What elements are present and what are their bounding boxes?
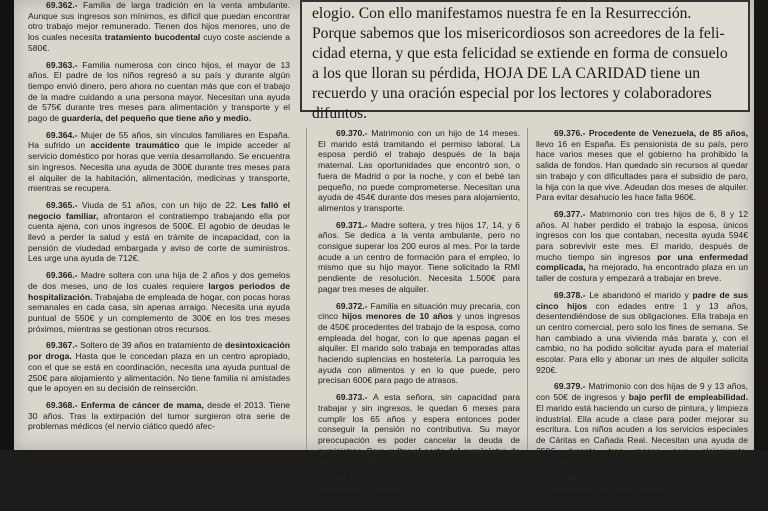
entry-number: 69.373.- — [336, 392, 368, 403]
entry-body: Matrimonio con dos hijas de 9 y 13 años, con 50€ de ingresos y — [536, 381, 748, 403]
aid-request-entry — [536, 209, 748, 284]
entry-body: Se necesitan 600€ para adquirir un — [367, 473, 520, 484]
memorial-line: Porque sabemos que los misericordiosos son acreedores de la feli- — [312, 25, 725, 42]
entry-text — [28, 60, 290, 124]
entry-text — [536, 473, 748, 494]
entry-text — [28, 200, 290, 264]
entry-text — [318, 392, 520, 467]
entry-number: 69.366.- — [46, 270, 78, 281]
entry-number: 69.362.- — [46, 0, 78, 10]
memorial-line: a los que lloran su pérdida, HOJA DE LA CARIDAD tiene un — [312, 65, 701, 82]
entry-text — [318, 220, 520, 295]
entry-number: 69.379.- — [554, 381, 586, 392]
entry-highlight: padre de sus cinco hijos — [536, 289, 748, 311]
column-left — [28, 0, 290, 438]
entry-body: ha mejorado, ha encontrado plaza en un taller de costura y empezará a trabajar en breve. — [536, 262, 748, 284]
entry-highlight: evitar el corte del suministro de luz, — [318, 445, 520, 467]
entry-body: llevo 16 en España. Es pensionista de su país, pero hace varios meses que el gobierno ha prohibido la salida de fondos. Han quedado sin recursos al quedar sin trabajo y con dificultades para el subsidio de paro, la hija con la que vive. Adeudan dos meses de alquiler. Para evitar desahucio les hace falta 960€. — [536, 138, 748, 203]
entry-text — [28, 400, 290, 432]
left-page-edge — [0, 0, 14, 450]
entry-highlight: generador de energía — [318, 483, 407, 494]
entry-body: Familia de larga tradición en la venta ambulante. Aunque sus ingresos son mínimos, es difícil que puedan encontrar otro trabajo mejor remunerado. Tienen dos hijos menores, uno de los cuales necesita — [28, 0, 290, 43]
aid-request-entry — [28, 400, 290, 432]
entry-body: Trabajaba de empleada de hogar, con pocas horas semanales en cada casa, sin apenas arraigo. Necesita una ayuda puntual de 550€ y un complemento de 300€ en los tres meses próximos, mientras se gestionan otros recursos. — [28, 291, 290, 334]
entry-text — [28, 130, 290, 194]
entry-highlight: Les falló el negocio familiar, — [28, 199, 291, 221]
aid-request-entry — [28, 60, 290, 124]
entry-highlight: Procedente de Venezuela, de 85 años, — [588, 128, 748, 138]
entry-body: Familia numerosa con cinco hijos, el mayor de 13 años. El padre de los niños regresó a su país y durante algún tiempo envió dinero, pero ahora no cuentan más que con el trabajo de la madre cuidando a una persona mayor. Necesitan una ayuda de 575€ durante tres meses para alimentación y transporte y el pago de — [28, 59, 290, 124]
entry-body: Familia en situación muy precaria, con cinco — [318, 300, 520, 322]
entry-highlight: hijos menores de 10 años — [341, 311, 453, 322]
aid-request-entry — [536, 128, 748, 203]
entry-number: 69.370.- — [336, 128, 368, 138]
entry-highlight: tratamiento bucodental — [104, 32, 201, 43]
entry-number: 69.364.- — [46, 129, 78, 140]
entry-body: El marido está haciendo un curso de pintura, y limpieza industrial. Ella acude a clase para poder mejorar su escritura. Los niños acuden a los servicios especiales de Cáritas en Cañada Real. Necesitan una ayuda de 350€ durante tres meses para alojamiento, alimentación y transporte. — [536, 402, 748, 467]
memorial-line: cidad eterna, y que esta felicidad se extiende en forma de consuelo — [312, 45, 728, 62]
entry-number: 69.376.- — [554, 128, 586, 138]
entry-body: y una pequeña nevera, en la que pue- — [318, 483, 520, 505]
aid-request-entry — [318, 473, 520, 505]
entry-body: Madre soltera con una hija de 2 años y dos gemelos de dos meses, uno de los cuales requiere — [28, 270, 290, 291]
entry-text — [536, 209, 748, 284]
entry-body: afrontaron el contratiempo trabajando ella por cuenta ajena, con unos ingresos de 500€. El agobio de deudas le llevó a perder la salud y está en trámite de incapacidad, con la pensión de viudedad embargada y aviso de corte de suministros. Les urge una ayuda de 712€. — [28, 210, 290, 264]
entry-highlight: desintoxicación por droga. — [28, 340, 290, 362]
entry-body: y unos ingresos de 450€ procedentes del trabajo de la esposa, como empleada del hogar, con lo que apenas pagan el alquiler. El marido solo trabaja en temporadas altas haciendo suplencias en hostelería. La parroquia les ayuda con alimentos y en lo que puede, pero precisan 600€ para pago de atrasos. — [318, 311, 521, 386]
entry-number: 69.367.- — [46, 340, 78, 351]
aid-request-entry — [28, 130, 290, 194]
aid-request-entry — [536, 290, 748, 376]
entry-text — [28, 270, 290, 334]
entry-body: Matrimonio con un hijo de 14 meses. El marido está tramitando el permiso laboral. La esposa perdió el trabajo después de la baja maternal. Las oportunidades que encontró son, o fuera de Madrid o por la noche, y con el bebé tan pequeño, no puede comprometerse. Necesitan una ayuda de 454€ durante dos meses para alojamiento, alimentos y transporte. — [318, 128, 520, 213]
entry-body: Le abandonó el marido y — [585, 289, 693, 300]
aid-request-entry — [318, 220, 520, 295]
entry-highlight: por una enfermedad complicada, — [536, 251, 748, 273]
entry-text — [318, 301, 520, 387]
entry-number: 69.363.- — [46, 59, 78, 70]
memorial-box — [300, 0, 750, 122]
aid-request-entry — [28, 340, 290, 394]
entry-text — [536, 128, 748, 203]
entry-body: con una niña de 2 — [664, 483, 736, 494]
entry-number: 69.365.- — [46, 199, 78, 210]
entry-body: Madre soltera, y tres hijos 17, 14, y 6 años. Se dedica a la venta ambulante, pero no consigue superar los 200 euros al mes. Por la tarde acude a un centro de formación para el empleo, lo mismo que su hijo mayor. Tiene solicitado la RMI pendiente de resolución. Necesita 1.500€ para pagar tres meses de alquiler. — [318, 219, 520, 294]
entry-body: Soltero de 39 años en tratamiento de — [77, 340, 226, 351]
entry-highlight: bajo perfil de empleabilidad. — [628, 392, 748, 403]
entry-body: desde el 2013. Tiene 30 años. Tras la extirpación del tumor surgieron otra serie de problemas médicos (el nervio ciático quedó afec- — [28, 399, 291, 432]
aid-request-entry — [28, 0, 290, 54]
entry-highlight: accidente traumático — [90, 140, 180, 151]
column-divider — [527, 128, 528, 450]
aid-request-entry — [536, 473, 748, 494]
entry-body: A esta señora, sin capacidad para trabajar y sin ingresos, le quedan 6 meses para cumplir los 65 años y espera entonces poder conseguir la pensión no contributiva. Su mayor preocupación es poder cancelar la deuda de suministros. Para — [318, 392, 520, 456]
aid-request-entry — [318, 128, 520, 214]
entry-body: Madre soltera, de 38 años. Se encuentra en — [536, 473, 748, 494]
entry-body: que le impide acceder al servicio doméstico por horas que venía desarrollando. Se encuentra sin ingresos. Necesita una ayuda de 300€ durante tres meses para el alquiler de la habitación, alimentación, medicinas y transporte, mientras se recupera. — [28, 140, 290, 194]
aid-request-entry — [28, 270, 290, 334]
entry-number: 69.368.- — [46, 399, 78, 410]
entry-body: y adquirir alimentos necesita 400€. — [332, 456, 468, 467]
entry-body: cuyo coste asciende a 580€. — [28, 32, 290, 53]
aid-request-entry — [536, 381, 748, 467]
entry-body: con edades entre 1 y 13 años, desentendiéndose de sus obligaciones. Ella trabaja en un centro comercial, pero solo los fines de semana. Se han cambiado a una vivienda más barata y, con el cambio, no ha podido solicitar ayuda para el material escolar. Para ello y abonar un mes de alquiler solicita 920€. — [536, 300, 748, 375]
entry-text — [536, 381, 748, 467]
entry-body: Matrimonio con tres hijos de 6, 8 y 12 años. Al haber perdido el trabajo la esposa, únicos ingresos con los que contaban, necesita ayuda 594€ para sobrevivir este mes. El marido, después de mucho tiempo sin ingresos — [536, 208, 748, 262]
entry-number: 69.371.- — [336, 219, 368, 230]
entry-body: Viuda de 51 años, con un hijo de 22. — [77, 199, 242, 210]
entry-number: 69.378.- — [554, 289, 586, 300]
entry-text — [28, 0, 290, 54]
column-middle — [318, 128, 520, 511]
entry-number: 69.372.- — [336, 300, 368, 311]
memorial-line: elogio. Con ello manifestamos nuestra fe en la Resurrección. — [312, 5, 692, 22]
entry-highlight: largos periodos de hospitalización. — [28, 280, 291, 302]
aid-request-entry — [318, 301, 520, 387]
column-right — [536, 128, 748, 501]
aid-request-entry — [318, 392, 520, 467]
right-page-edge — [754, 0, 768, 450]
entry-number: 69.380.- — [554, 473, 586, 484]
newspaper-page — [14, 0, 754, 505]
entry-body: Hasta que le concedan plaza en un centro apropiado, con el que se está en coordinación, necesita una ayuda puntual de 250€ para alojamiento y alimentación. No tiene familia ni amistades que le apoyen en su decisión de reinserción. — [28, 351, 290, 394]
entry-text — [318, 473, 520, 505]
column-divider — [306, 128, 307, 450]
memorial-line: difuntos. — [312, 105, 368, 122]
memorial-line: recuerdo y una oración especial por los lectores y colaboradores — [312, 85, 712, 102]
entry-highlight: Enferma de cáncer de mama, — [80, 399, 204, 410]
entry-text — [318, 128, 520, 214]
aid-request-entry — [28, 200, 290, 264]
entry-text — [536, 290, 748, 376]
entry-text — [28, 340, 290, 394]
entry-body: Mujer de 55 años, sin vínculos familiares en España. Ha sufrido un — [28, 129, 290, 151]
entry-number: 69.377.- — [554, 208, 586, 219]
entry-highlight: guardería, del pequeño que tiene año y medio. — [61, 113, 252, 124]
entry-number: 69.374.- — [336, 473, 368, 484]
entry-highlight: tratamiento de salud mental, — [547, 483, 665, 494]
